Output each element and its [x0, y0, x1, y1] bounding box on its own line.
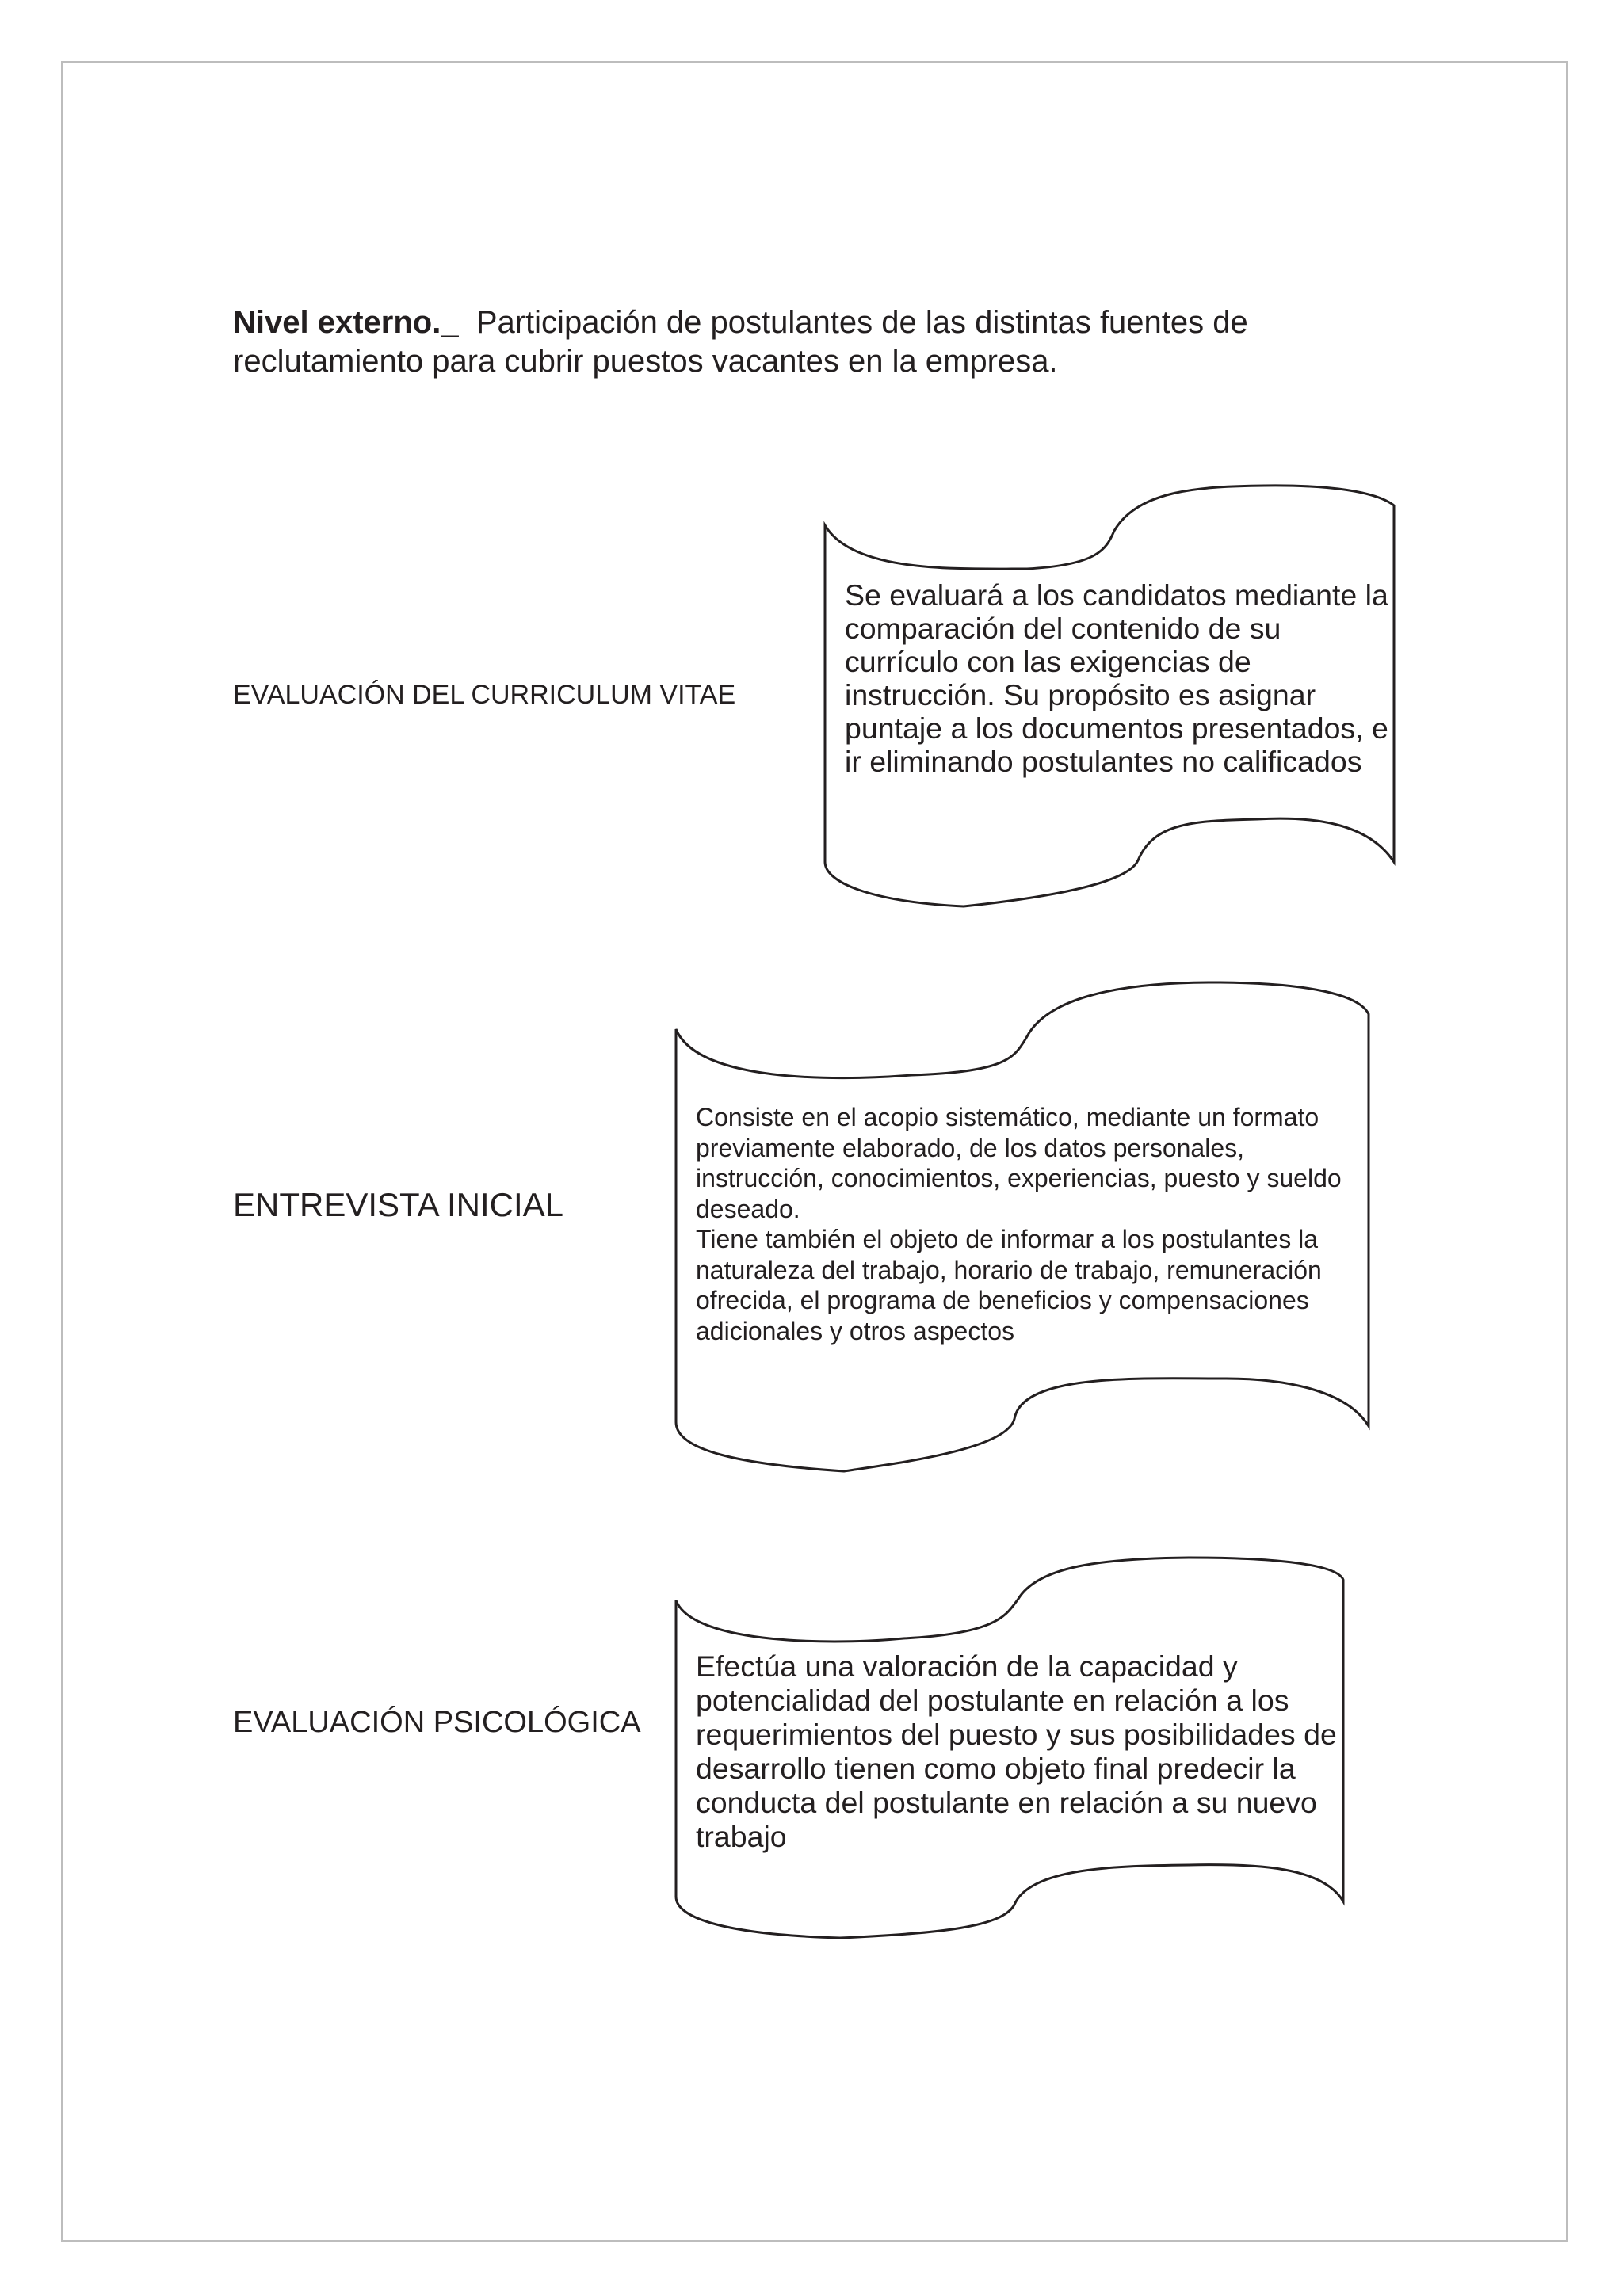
step-description-entrevista-p1: Consiste en el acopio sistemático, mediante un formato previamente elaborado, de los datos personales, instrucción, conocimientos, experiencias, puesto y sueldo deseado.	[696, 1103, 1342, 1223]
intro-paragraph	[233, 303, 1358, 381]
step-label-psicologica: EVALUACIÓN PSICOLÓGICA	[233, 1706, 641, 1739]
step-label-curriculum: EVALUACIÓN DEL CURRICULUM VITAE	[233, 680, 736, 710]
intro-heading: Nivel externo._	[233, 305, 459, 340]
step-description-psicologica: Efectúa una valoración de la capacidad y potencialidad del postulante en relación a los requerimientos del puesto y sus posibilidades de desarrollo tienen como objeto final predecir la conducta del postulante en relación a su nuevo trabajo	[696, 1650, 1337, 1853]
step-description-entrevista-p2: Tiene también el objeto de informar a los postulantes la naturaleza del trabajo, horario de trabajo, remuneración ofrecida, el programa de beneficios y compensaciones adicionales y otros aspectos	[696, 1225, 1322, 1345]
intro-text: Participación de postulantes de las distintas fuentes de reclutamiento para cubrir puestos vacantes en la empresa.	[233, 305, 1248, 379]
step-description-entrevista	[696, 1102, 1369, 1356]
step-label-entrevista: ENTREVISTA INICIAL	[233, 1186, 563, 1223]
step-description-curriculum: Se evaluará a los candidatos mediante la comparación del contenido de su currículo con las exigencias de instrucción. Su propósito es asignar puntaje a los documentos presentados, e ir eliminando postulantes no calificados	[845, 578, 1388, 778]
